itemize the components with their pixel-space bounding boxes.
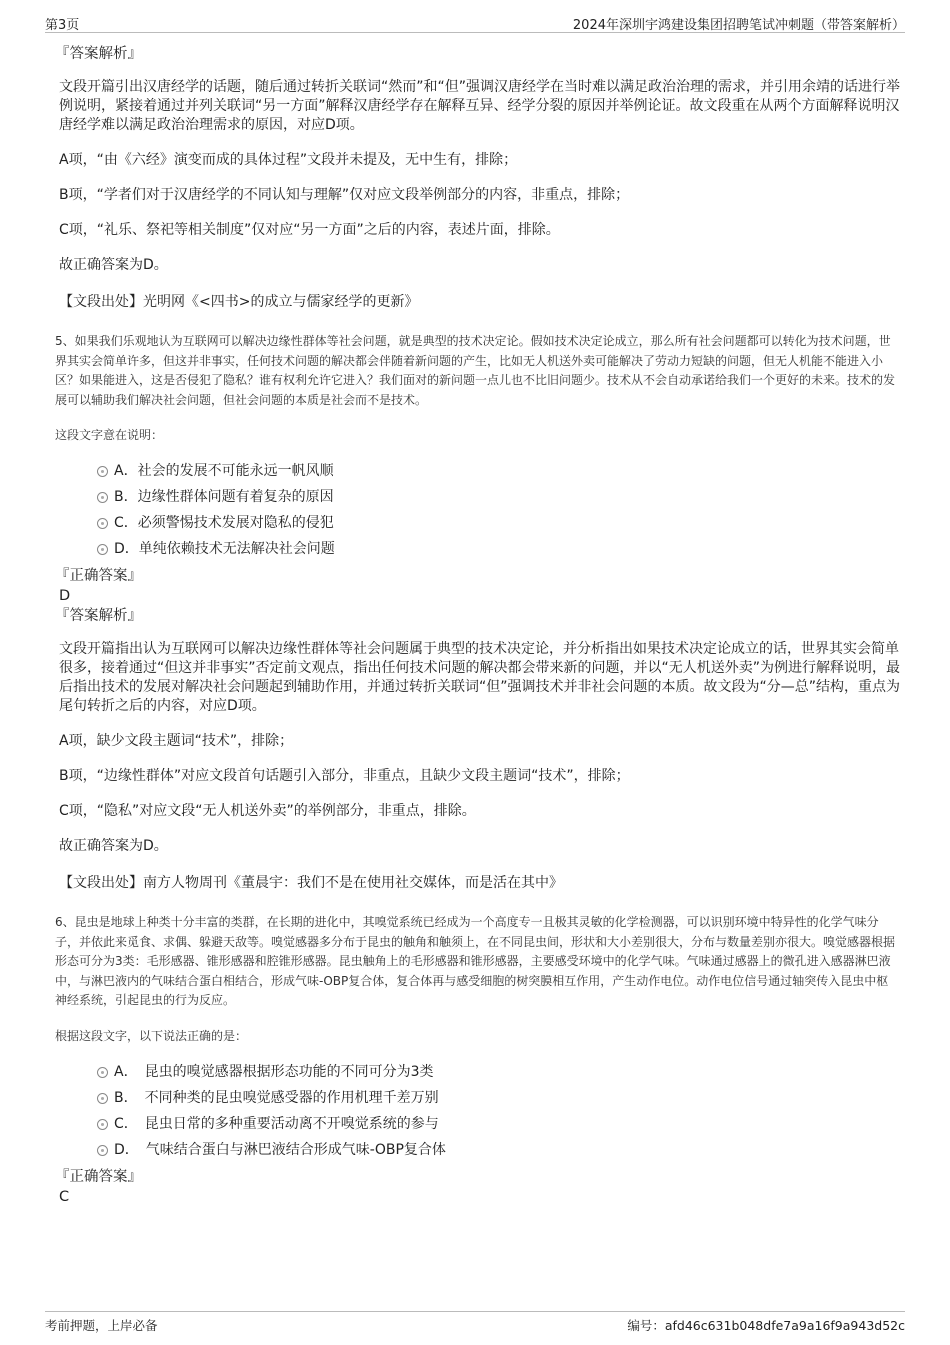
option-d[interactable]: D． 气味结合蛋白与淋巴液结合形成气味-OBP复合体 (97, 1137, 900, 1163)
question-prompt: 这段文字意在说明： (55, 428, 164, 442)
analysis-option-c: C项，“隐私”对应文段“无人机送外卖”的举例部分，非重点，排除。 (59, 803, 476, 819)
passage-source: 【文段出处】光明网《<四书>的成立与儒家经学的更新》 (59, 294, 419, 310)
option-d[interactable]: D．单纯依赖技术无法解决社会问题 (97, 536, 900, 562)
analysis-option-b: B项，“学者们对于汉唐经学的不同认知与理解”仅对应文段举例部分的内容，非重点，排除； (59, 187, 630, 203)
radio-icon[interactable] (97, 518, 108, 529)
footer-slogan: 考前押题，上岸必备 (45, 1318, 158, 1333)
option-c[interactable]: C．必须警惕技术发展对隐私的侵犯 (97, 510, 900, 536)
analysis-option-b: B项，“边缘性群体”对应文段首句话题引入部分，非重点，且缺少文段主题词“技术”，排除； (59, 768, 630, 784)
page-footer (45, 1311, 905, 1334)
radio-icon[interactable] (97, 1093, 108, 1104)
radio-icon[interactable] (97, 544, 108, 555)
analysis-paragraph: 文段开篇指出认为互联网可以解决边缘性群体等社会问题属于典型的技术决定论，并分析指出如果技术决定论成立的话，世界其实会简单很多，接着通过“但这并非事实”否定前文观点，指出任何技术问题的解决都会带来新的问题，并以“无人机送外卖”为例进行解释说明，最后指出技术的发展对解决社会问题起到辅助作用，并通过转折关联词“但”强调技术并非社会问题的本质。故文段为“分—总”结构，重点为尾句转折之后的内容，对应D项。 (59, 641, 901, 714)
question-6 (55, 913, 900, 1207)
option-b[interactable]: B． 不同种类的昆虫嗅觉感受器的作用机理千差万别 (97, 1085, 900, 1111)
radio-icon[interactable] (97, 1067, 108, 1078)
radio-icon[interactable] (97, 466, 108, 477)
radio-icon[interactable] (97, 1145, 108, 1156)
correct-answer-label: 『正确答案』 (55, 568, 142, 584)
option-b[interactable]: B．边缘性群体问题有着复杂的原因 (97, 484, 900, 510)
question-5 (55, 332, 900, 893)
option-a[interactable]: A． 昆虫的嗅觉感器根据形态功能的不同可分为3类 (97, 1059, 900, 1085)
page-header (45, 12, 905, 33)
document-title: 2024年深圳宇鸿建设集团招聘笔试冲刺题（带答案解析） (572, 18, 905, 33)
radio-icon[interactable] (97, 492, 108, 503)
analysis-option-c: C项，“礼乐、祭祀等相关制度”仅对应“另一方面”之后的内容，表述片面，排除。 (59, 222, 560, 238)
analysis-paragraph: 文段开篇引出汉唐经学的话题，随后通过转折关联词“然而”和“但”强调汉唐经学在当时难以满足政治治理的需求，并引用余靖的话进行举例说明，紧接着通过并列关联词“另一方面”解释汉唐经学存在解释互异、经学分裂的原因并举例论证。故文段重在从两个方面解释说明汉唐经学难以满足政治治理需求的原因，对应D项。 (59, 79, 901, 133)
passage-source: 【文段出处】南方人物周刊《董晨宇：我们不是在使用社交媒体，而是活在其中》 (59, 875, 563, 891)
analysis-conclusion: 故正确答案为D。 (59, 838, 168, 854)
correct-answer-label: 『正确答案』 (55, 1168, 142, 1185)
analysis-label: 『答案解析』 (55, 608, 142, 624)
analysis-option-a: A项，“由《六经》演变而成的具体过程”文段并未提及，无中生有，排除； (59, 152, 518, 168)
page-number: 第3页 (45, 18, 80, 33)
option-c[interactable]: C． 昆虫日常的多种重要活动离不开嗅觉系统的参与 (97, 1111, 900, 1137)
option-list (97, 458, 900, 562)
radio-icon[interactable] (97, 1119, 108, 1130)
option-a[interactable]: A．社会的发展不可能永远一帆风顺 (97, 458, 900, 484)
analysis-label: 『答案解析』 (55, 46, 142, 62)
document-serial: 编号：afd46c631b048dfe7a9a16f9a943d52c (627, 1318, 905, 1333)
option-list (97, 1059, 900, 1163)
page-content (55, 44, 900, 1207)
question-stem: 5、如果我们乐观地认为互联网可以解决边缘性群体等社会问题，就是典型的技术决定论。假如技术决定论成立，那么所有社会问题都可以转化为技术问题，世界其实会简单许多，但这并非事实，任何技术问题的解决都会伴随着新问题的产生，比如无人机送外卖可能解决了劳动力短缺的问题，但无人机能不能进入小区？如果能进入，这是否侵犯了隐私？谁有权利允许它进入？我们面对的新问题一点儿也不比旧问题少。技术从不会自动承诺给我们一个更好的未来。技术的发展可以辅助我们解决社会问题，但社会问题的本质是社会而不是技术。 (55, 334, 896, 407)
analysis-option-a: A项，缺少文段主题词“技术”，排除； (59, 733, 294, 749)
analysis-conclusion: 故正确答案为D。 (59, 257, 168, 273)
question-4-analysis (55, 44, 900, 312)
correct-answer: C (59, 1188, 70, 1205)
question-stem: 6、昆虫是地球上种类十分丰富的类群，在长期的进化中，其嗅觉系统已经成为一个高度专一且极其灵敏的化学检测器，可以识别环境中特异性的化学气味分子，并依此来觅食、求偶、躲避天敌等。嗅觉感器多分布于昆虫的触角和触须上，在不同昆虫间，形状和大小差别很大，分布与数量差别亦很大。嗅觉感器根据形态可分为3类：毛形感器、锥形感器和腔锥形感器。昆虫触角上的毛形感器和锥形感器，主要感受环境中的化学气味。气味通过感器上的微孔进入感器淋巴液中，与淋巴液内的气味结合蛋白相结合，形成气味-OBP复合体，复合体再与感受细胞的树突膜相互作用，产生动作电位。动作电位信号通过轴突传入昆虫中枢神经系统，引起昆虫的行为反应。 (55, 915, 896, 1007)
correct-answer: D (59, 588, 71, 604)
question-prompt: 根据这段文字，以下说法正确的是： (55, 1028, 248, 1043)
